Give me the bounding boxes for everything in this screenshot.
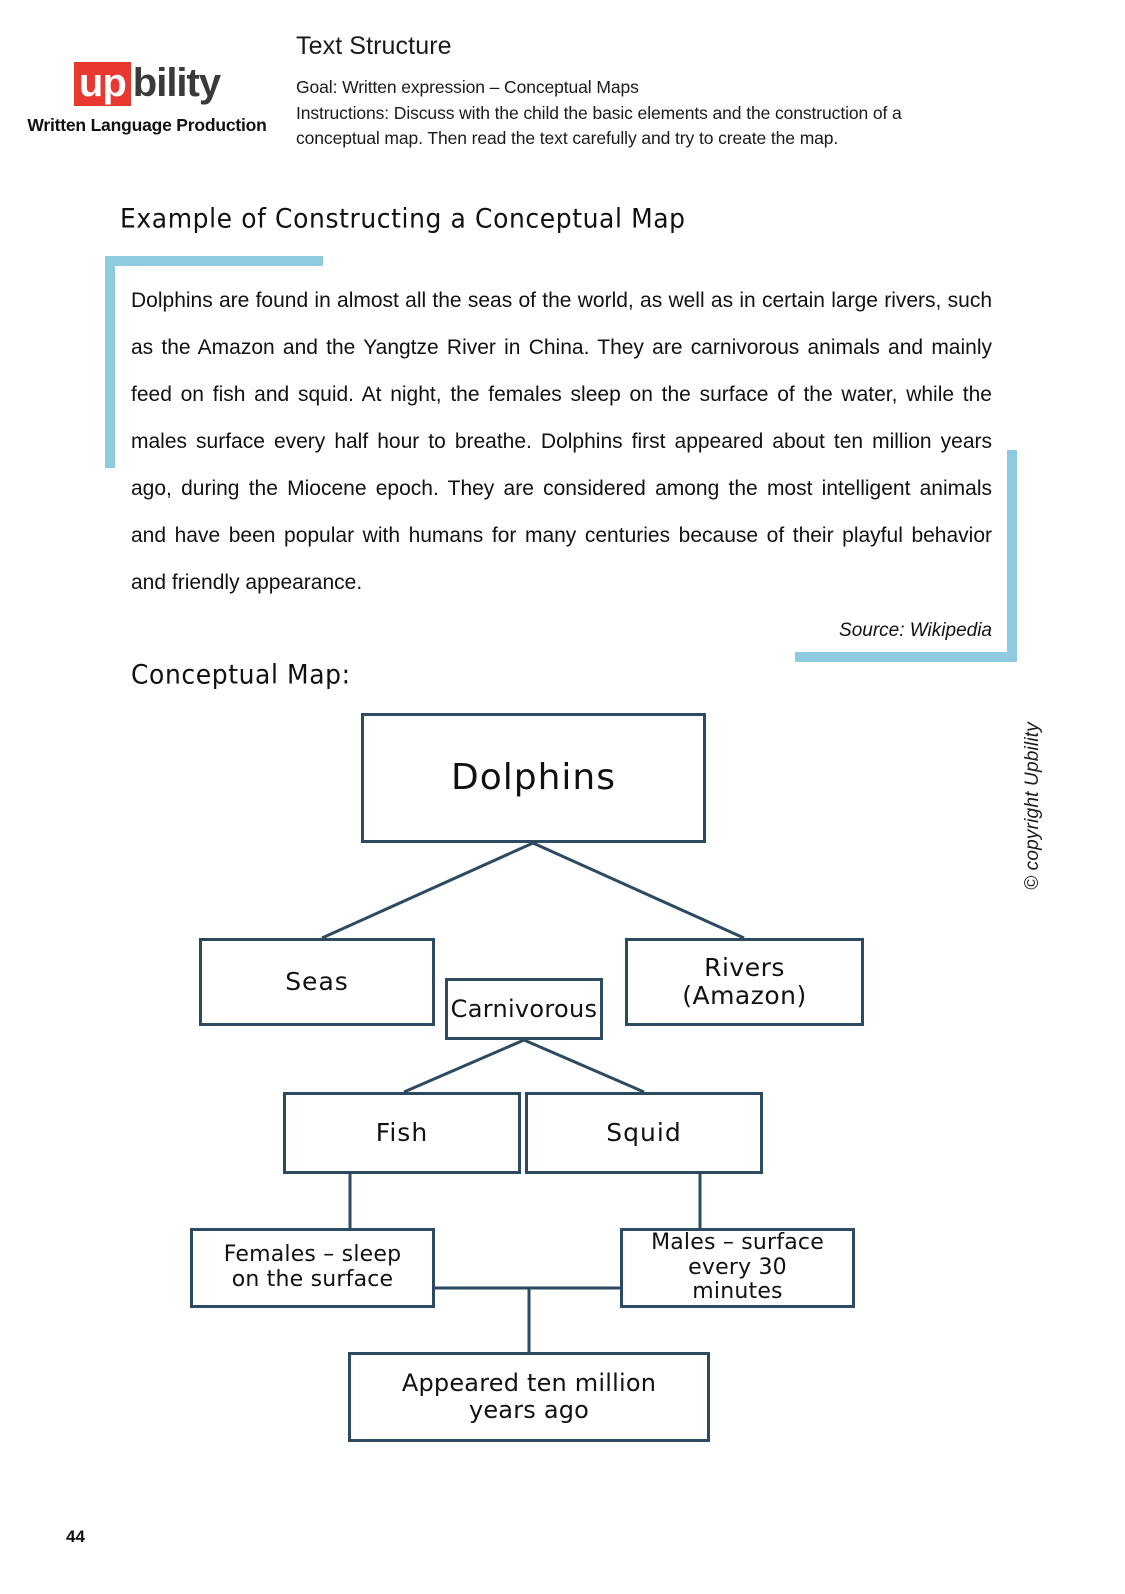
header-text-block — [296, 32, 1016, 152]
conceptual-map-label: Conceptual Map: — [131, 659, 351, 690]
map-node-carnivorous — [445, 978, 603, 1040]
header-goal-line: Goal: Written expression – Conceptual Maps — [296, 77, 639, 97]
map-node-females-label-line-1: Females – sleep — [223, 1242, 402, 1268]
map-node-appeared-label-line-2: years ago — [468, 1396, 590, 1424]
connector-dolphins-rivers — [533, 843, 744, 938]
map-node-dolphins-label: Dolphins — [451, 756, 616, 798]
map-node-males — [620, 1228, 855, 1308]
page-title: Text Structure — [296, 32, 452, 60]
connector-carnivorous-squid — [524, 1040, 644, 1092]
map-node-appeared — [348, 1352, 710, 1442]
map-node-dolphins — [361, 713, 706, 843]
connector-carnivorous-fish — [404, 1040, 524, 1092]
header-instructions-line-2: conceptual map. Then read the text carefully and try to create the map. — [296, 128, 839, 149]
logo-tagline: Written Language Production — [27, 115, 267, 135]
map-node-females — [190, 1228, 435, 1308]
map-node-squid-label: Squid — [606, 1118, 682, 1147]
copyright-notice: © copyright Upbility — [1022, 722, 1043, 890]
page-number: 44 — [66, 1527, 85, 1546]
page-header — [0, 0, 1125, 180]
map-node-squid — [525, 1092, 763, 1174]
passage-text: Dolphins are found in almost all the seas of the world, as well as in certain large rivers, such as the Amazon and the Yangtze River in China. They are carnivorous animals and mainly feed on fish and squid. At night, the females sleep on the surface of the water, while the males surface every half hour to breathe. Dolphins first appeared about ten million years ago, during the Miocene epoch. They are considered among the most intelligent animals and have been popular with humans for many centuries because of their playful behavior and friendly appearance. — [131, 289, 992, 594]
logo-mark-bility: bility — [132, 61, 221, 105]
map-node-females-label-line-2: on the surface — [231, 1267, 394, 1292]
map-node-carnivorous-label: Carnivorous — [450, 994, 598, 1023]
passage-source: Source: Wikipedia — [839, 620, 992, 641]
map-node-seas-label: Seas — [285, 967, 349, 996]
map-node-males-label-line-1: Males – surface — [651, 1230, 824, 1256]
map-node-males-label-line-2: every 30 — [688, 1254, 787, 1280]
map-node-appeared-label-line-1: Appeared ten million — [401, 1369, 657, 1398]
header-instructions-line-1: Instructions: Discuss with the child the basic elements and the construction of a — [296, 102, 902, 123]
logo-mark-up: up — [74, 62, 131, 106]
map-node-fish — [283, 1092, 521, 1174]
example-heading: Example of Constructing a Conceptual Map — [120, 203, 686, 234]
map-node-seas — [199, 938, 435, 1026]
map-node-rivers — [625, 938, 864, 1026]
logo-wordmark — [22, 62, 272, 106]
connector-dolphins-seas — [322, 843, 533, 938]
map-node-fish-label: Fish — [375, 1118, 429, 1147]
map-node-rivers-label-line-2: (Amazon) — [682, 981, 807, 1010]
brand-logo — [22, 62, 272, 136]
map-node-males-label-line-3: minutes — [692, 1279, 783, 1305]
map-node-rivers-label-line-1: Rivers — [704, 953, 785, 982]
